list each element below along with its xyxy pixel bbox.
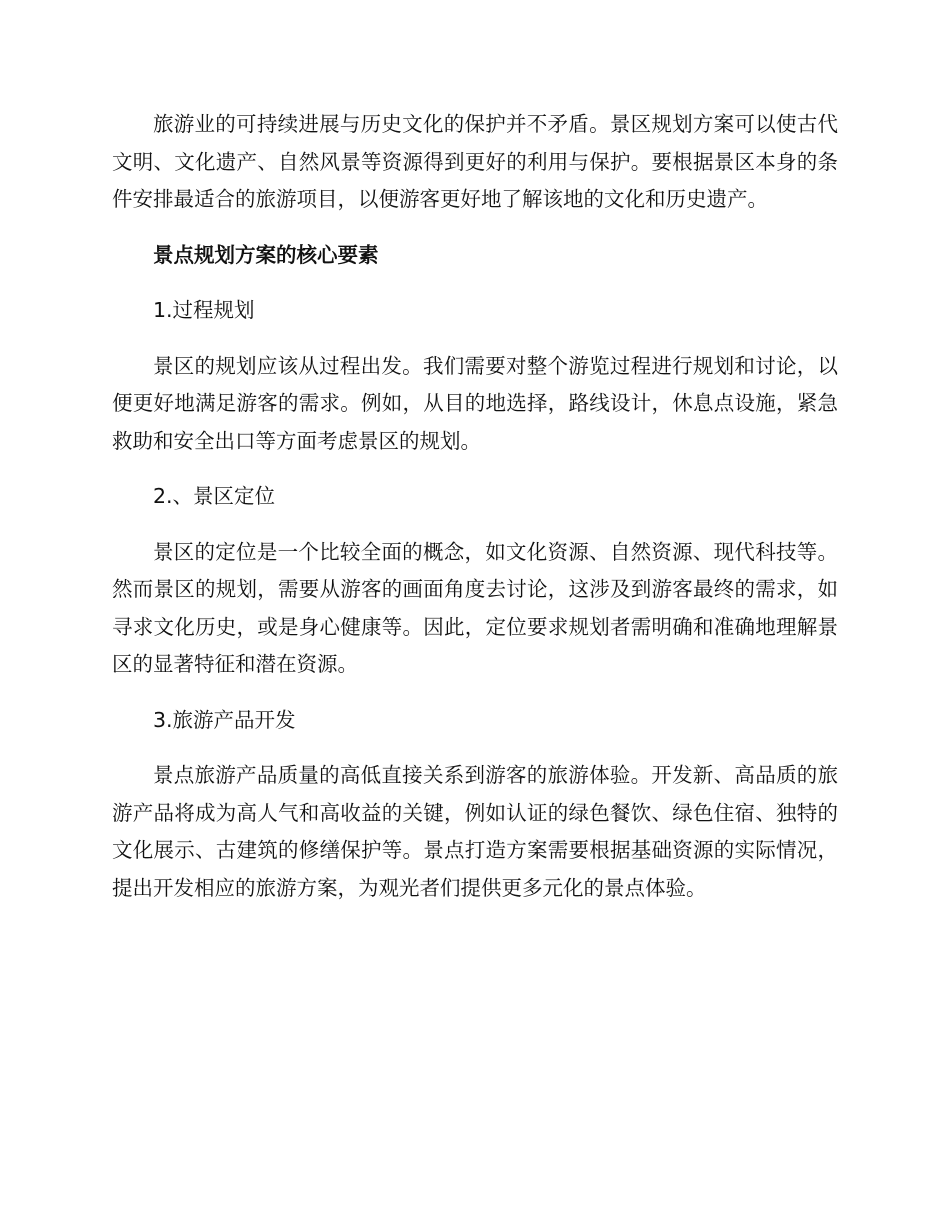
item-heading-2: 2.、景区定位 xyxy=(153,484,276,508)
item-heading-3: 3.旅游产品开发 xyxy=(153,707,296,732)
item-heading-1: 1.过程规划 xyxy=(153,298,255,322)
intro-paragraph: 旅游业的可持续进展与历史文化的保护并不矛盾。景区规划方案可以使古代文明、文化遗产、自然风景等资源得到更好的利用与保护。要根据景区本身的条件安排最适合的旅游项目，以便游客更好地了解该地的文化和历史遗产。 xyxy=(112,112,838,211)
item-body-2: 景区的定位是一个比较全面的概念，如文化资源、自然资源、现代科技等。然而景区的规划，需要从游客的画面角度去讨论，这涉及到游客最终的需求，如寻求文化历史，或是身心健康等。因此，定位要求规划者需明确和准确地理解景区的显著特征和潜在资源。 xyxy=(112,539,838,676)
document-page xyxy=(112,106,838,907)
item-body-1: 景区的规划应该从过程出发。我们需要对整个游览过程进行规划和讨论，以便更好地满足游客的需求。例如，从目的地选择，路线设计，休息点设施，紧急救助和安全出口等方面考虑景区的规划。 xyxy=(112,353,838,453)
section-title: 景点规划方案的核心要素 xyxy=(153,242,379,267)
item-body-3: 景点旅游产品质量的高低直接关系到游客的旅游体验。开发新、高品质的旅游产品将成为高人气和高收益的关键，例如认证的绿色餐饮、绿色住宿、独特的文化展示、古建筑的修缮保护等。景点打造方案需要根据基础资源的实际情况，提出开发相应的旅游方案，为观光者们提供更多元化的景点体验。 xyxy=(112,763,838,900)
